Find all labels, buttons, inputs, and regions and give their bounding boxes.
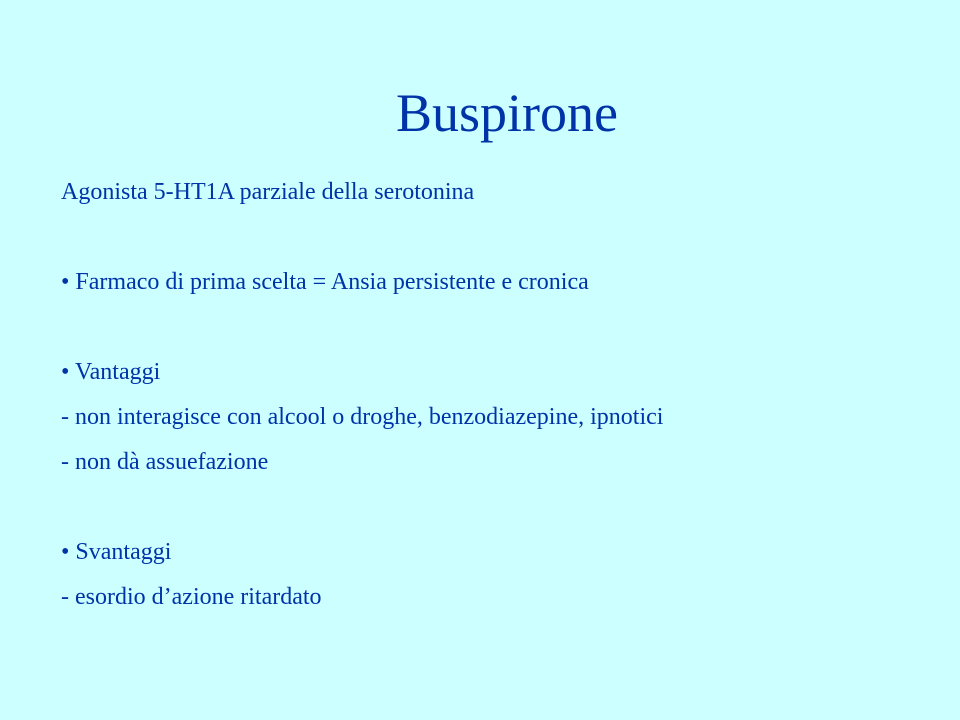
advantage-line-1: - non interagisce con alcool o droghe, benzodiazepine, ipnotici (61, 404, 664, 430)
slide-title: Buspirone (396, 83, 618, 143)
slide-body (61, 170, 941, 620)
spacer (61, 485, 941, 530)
spacer (61, 215, 941, 260)
bullet-first-choice: • Farmaco di prima scelta = Ansia persistente e cronica (61, 269, 589, 295)
spacer (61, 305, 941, 350)
bullet-disadvantages: • Svantaggi (61, 539, 172, 565)
advantage-line-2: - non dà assuefazione (61, 449, 269, 475)
disadvantage-line-1: - esordio d’azione ritardato (61, 584, 322, 610)
bullet-advantages: • Vantaggi (61, 359, 161, 385)
subtitle-line: Agonista 5-HT1A parziale della serotonina (61, 179, 475, 205)
